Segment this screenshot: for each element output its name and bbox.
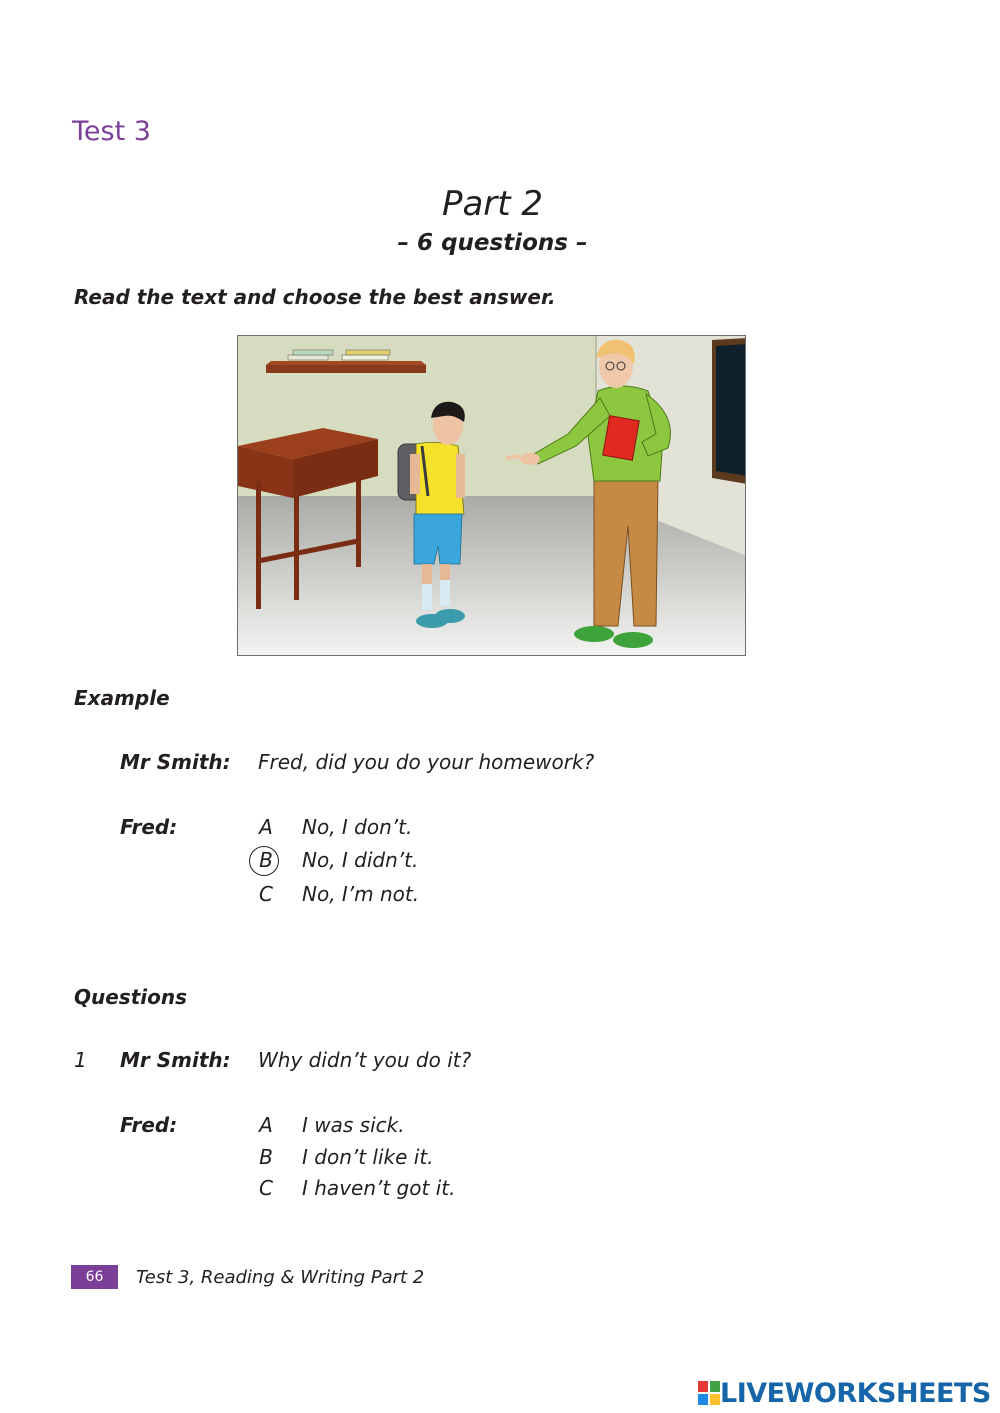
question-speaker-2: Fred: bbox=[120, 1113, 178, 1137]
question-number: 1 bbox=[74, 1048, 87, 1072]
instruction: Read the text and choose the best answer. bbox=[74, 285, 556, 309]
liveworksheets-logo-text: LIVEWORKSHEETS bbox=[720, 1377, 991, 1409]
example-option-c-text: No, I’m not. bbox=[302, 882, 420, 906]
question-speaker-1: Mr Smith: bbox=[120, 1048, 231, 1072]
question-option-a-text[interactable]: I was sick. bbox=[302, 1113, 405, 1137]
example-speaker-1: Mr Smith: bbox=[120, 750, 231, 774]
example-option-a-text: No, I don’t. bbox=[302, 815, 413, 839]
question-option-c-letter[interactable]: C bbox=[259, 1176, 273, 1200]
example-heading: Example bbox=[74, 686, 170, 710]
part-title: Part 2 bbox=[441, 184, 544, 224]
example-option-b-letter[interactable]: B bbox=[259, 848, 273, 872]
liveworksheets-logo-icon bbox=[698, 1381, 720, 1405]
classroom-illustration bbox=[237, 335, 746, 656]
questions-heading: Questions bbox=[74, 985, 188, 1009]
example-option-c-letter[interactable]: C bbox=[259, 882, 273, 906]
page-number: 66 bbox=[71, 1265, 118, 1289]
question-option-b-letter[interactable]: B bbox=[259, 1145, 273, 1169]
footer-text: Test 3, Reading & Writing Part 2 bbox=[136, 1267, 425, 1288]
liveworksheets-logo bbox=[698, 1377, 991, 1409]
example-speaker-2: Fred: bbox=[120, 815, 178, 839]
example-option-a-letter[interactable]: A bbox=[259, 815, 273, 839]
example-option-b-text: No, I didn’t. bbox=[302, 848, 419, 872]
question-option-c-text[interactable]: I haven’t got it. bbox=[302, 1176, 456, 1200]
part-subtitle: – 6 questions – bbox=[397, 230, 588, 256]
test-label: Test 3 bbox=[72, 116, 151, 147]
example-question: Fred, did you do your homework? bbox=[258, 750, 595, 774]
question-option-b-text[interactable]: I don’t like it. bbox=[302, 1145, 434, 1169]
question-text: Why didn’t you do it? bbox=[258, 1048, 472, 1072]
question-option-a-letter[interactable]: A bbox=[259, 1113, 273, 1137]
